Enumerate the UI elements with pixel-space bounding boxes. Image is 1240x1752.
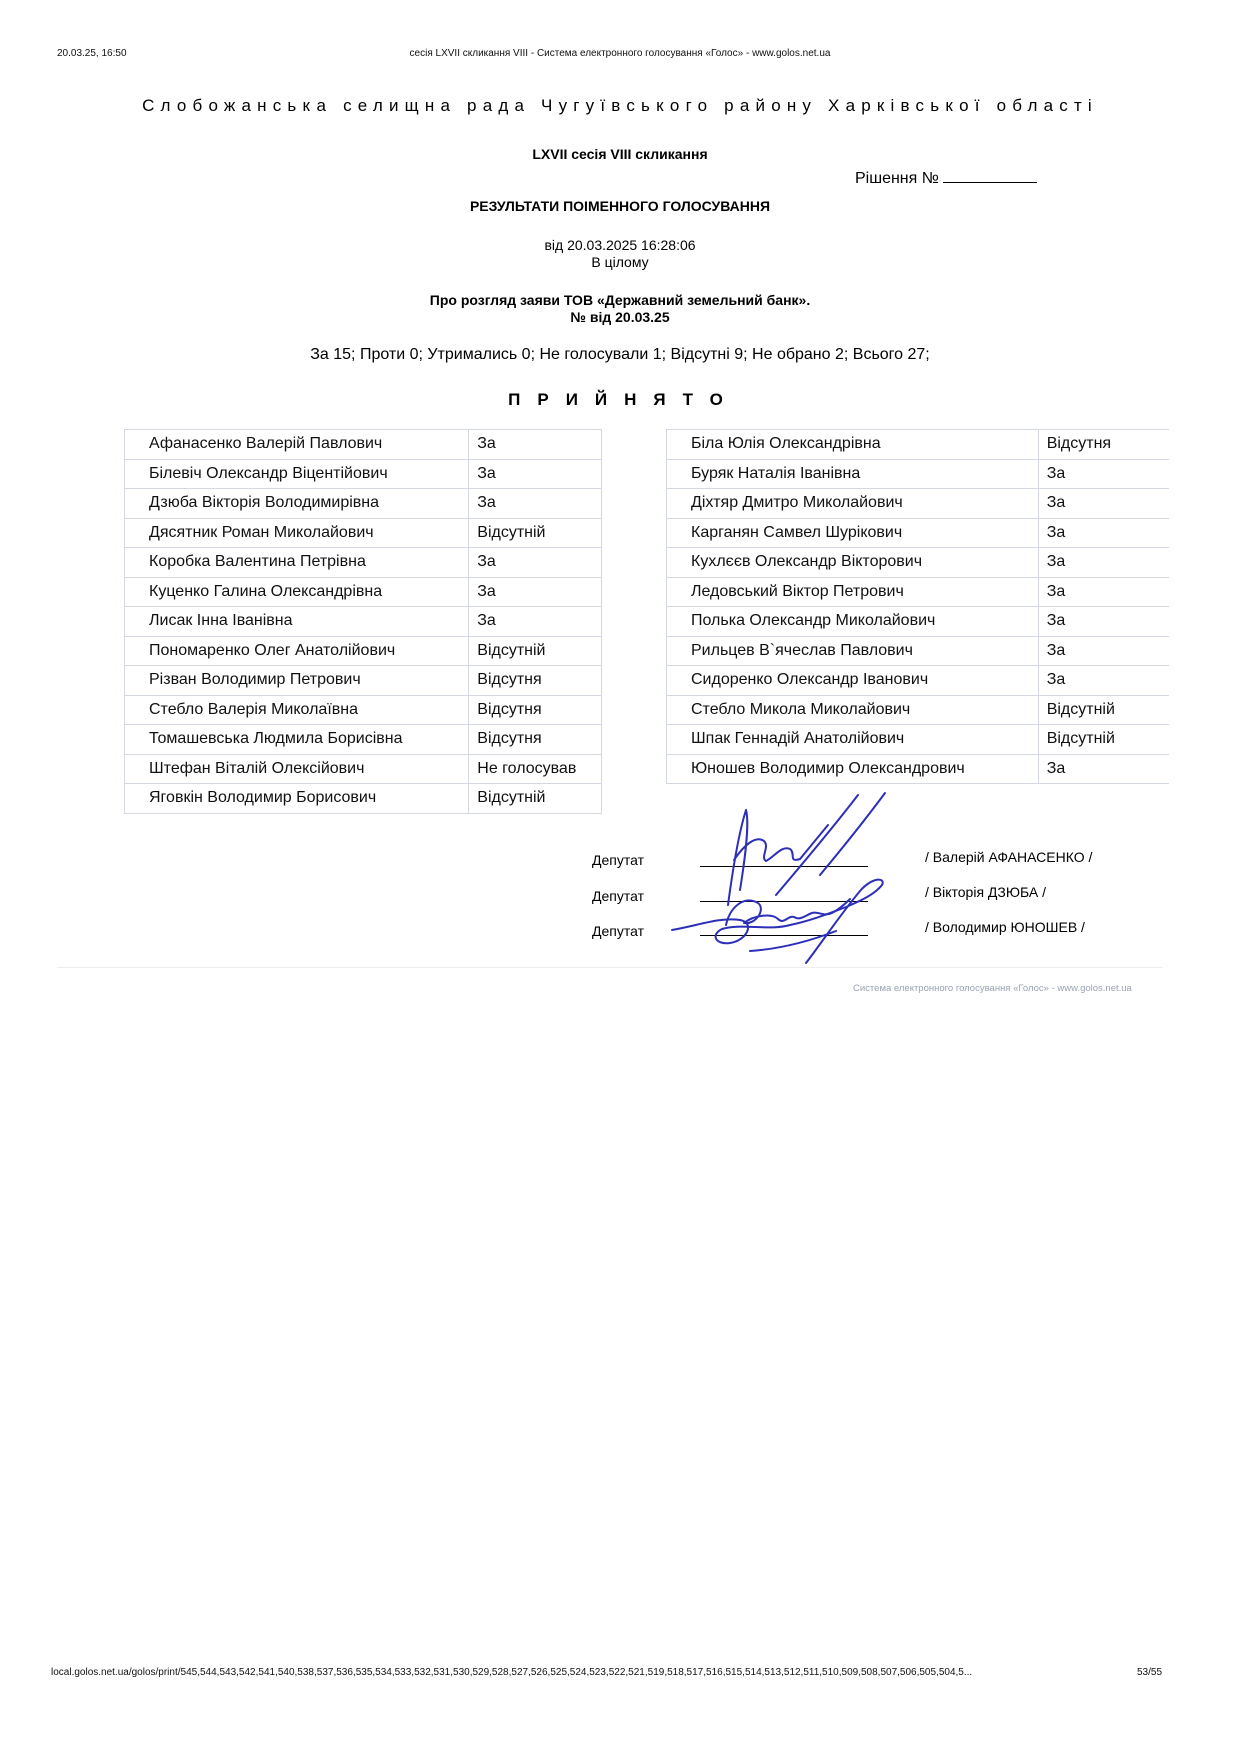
vote-row	[125, 489, 602, 519]
deputy-vote: За	[1038, 489, 1169, 519]
vote-row	[667, 725, 1170, 755]
deputy-name: Буряк Наталія Іванівна	[667, 459, 1039, 489]
subject-line-1: Про розгляд заяви ТОВ «Державний земельний банк».	[429, 292, 811, 308]
vote-row	[667, 459, 1170, 489]
vote-row	[125, 695, 602, 725]
deputy-vote: Відсутній	[469, 636, 602, 666]
vote-row	[667, 695, 1170, 725]
vote-row	[667, 577, 1170, 607]
vote-row	[125, 577, 602, 607]
deputy-name: Сидоренко Олександр Іванович	[667, 666, 1039, 696]
signature-name-2: / Вікторія ДЗЮБА /	[925, 884, 1046, 900]
deputy-vote: За	[1038, 577, 1169, 607]
signature-label-1: Депутат	[592, 852, 644, 868]
deputy-vote: За	[469, 430, 602, 460]
vote-row	[667, 607, 1170, 637]
deputy-vote: Відсутня	[469, 695, 602, 725]
votes-table-right	[666, 429, 1169, 784]
deputy-vote: За	[469, 548, 602, 578]
print-header-title: сесія LXVII скликання VIII - Система електронного голосування «Голос» - www.golos.net.ua	[409, 48, 831, 59]
deputy-name: Шпак Геннадій Анатолійович	[667, 725, 1039, 755]
deputy-name: Біла Юлія Олександрівна	[667, 430, 1039, 460]
deputy-vote: Відсутній	[1038, 725, 1169, 755]
signature-label-3: Депутат	[592, 923, 644, 939]
vote-row	[667, 548, 1170, 578]
deputy-name: Різван Володимир Петрович	[125, 666, 469, 696]
deputy-name: Штефан Віталій Олексійович	[125, 754, 469, 784]
deputy-vote: За	[1038, 518, 1169, 548]
vote-row	[125, 607, 602, 637]
votes-table-left	[124, 429, 602, 814]
results-title: РЕЗУЛЬТАТИ ПОІМЕННОГО ГОЛОСУВАННЯ	[469, 198, 771, 214]
signature-label-2: Депутат	[592, 888, 644, 904]
vote-row	[125, 430, 602, 460]
system-footer: Система електронного голосування «Голос» - www.golos.net.ua	[853, 983, 1132, 994]
vote-row	[667, 430, 1170, 460]
handwritten-signatures	[660, 765, 920, 975]
deputy-name: Стебло Валерія Миколаївна	[125, 695, 469, 725]
deputy-name: Лисак Інна Іванівна	[125, 607, 469, 637]
decision-number	[855, 168, 1037, 188]
deputy-name: Коробка Валентина Петрівна	[125, 548, 469, 578]
deputy-name: Дясятник Роман Миколайович	[125, 518, 469, 548]
vote-date: від 20.03.2025 16:28:06	[544, 237, 696, 253]
decision-status: ПРИЙНЯТО	[508, 390, 740, 409]
deputy-name: Білевіч Олександр Віцентійович	[125, 459, 469, 489]
deputy-vote: За	[1038, 607, 1169, 637]
council-name: Слобожанська селищна рада Чугуївського району Харківської області	[142, 96, 1098, 115]
deputy-name: Пономаренко Олег Анатолійович	[125, 636, 469, 666]
vote-row	[667, 666, 1170, 696]
deputy-name: Ледовський Віктор Петрович	[667, 577, 1039, 607]
deputy-name: Діхтяр Дмитро Миколайович	[667, 489, 1039, 519]
deputy-name: Дзюба Вікторія Володимирівна	[125, 489, 469, 519]
deputy-name: Полька Олександр Миколайович	[667, 607, 1039, 637]
deputy-vote: За	[469, 577, 602, 607]
deputy-vote: За	[1038, 548, 1169, 578]
deputy-vote: За	[469, 459, 602, 489]
vote-row	[125, 518, 602, 548]
decision-blank	[943, 168, 1037, 183]
vote-summary: За 15; Проти 0; Утримались 0; Не голосували 1; Відсутні 9; Не обрано 2; Всього 27;	[310, 346, 930, 363]
deputy-vote: За	[1038, 666, 1169, 696]
print-url: local.golos.net.ua/golos/print/545,544,543,542,541,540,538,537,536,535,534,533,532,531,530,529,528,527,526,525,524,523,522,521,519,518,517,516,515,514,513,512,511,510,509,508,507,506,505,504,5...	[51, 1667, 973, 1678]
deputy-name: Афанасенко Валерій Павлович	[125, 430, 469, 460]
footer-divider	[57, 967, 1163, 968]
deputy-name: Стебло Микола Миколайович	[667, 695, 1039, 725]
subject-line-2: № від 20.03.25	[570, 309, 670, 325]
vote-row	[667, 489, 1170, 519]
vote-row	[125, 636, 602, 666]
deputy-vote: Не голосував	[469, 754, 602, 784]
print-datetime: 20.03.25, 16:50	[57, 48, 127, 59]
deputy-vote: Відсутній	[469, 784, 602, 814]
vote-row	[125, 784, 602, 814]
deputy-vote: За	[1038, 636, 1169, 666]
vote-mode: В цілому	[591, 254, 649, 270]
deputy-vote: За	[469, 489, 602, 519]
decision-label: Рішення №	[855, 170, 939, 187]
session-title: LXVII сесія VIII скликання	[532, 146, 708, 162]
signature-name-3: / Володимир ЮНОШЕВ /	[925, 919, 1085, 935]
deputy-vote: Відсутній	[1038, 695, 1169, 725]
vote-row	[125, 754, 602, 784]
deputy-name: Рильцев В`ячеслав Павлович	[667, 636, 1039, 666]
deputy-name: Томашевська Людмила Борисівна	[125, 725, 469, 755]
vote-row	[125, 459, 602, 489]
deputy-vote: За	[1038, 459, 1169, 489]
deputy-vote: Відсутній	[469, 518, 602, 548]
deputy-name: Яговкін Володимир Борисович	[125, 784, 469, 814]
deputy-vote: Відсутня	[1038, 430, 1169, 460]
deputy-vote: За	[1038, 754, 1169, 784]
deputy-name: Юношев Володимир Олександрович	[667, 754, 1039, 784]
deputy-vote: Відсутня	[469, 666, 602, 696]
signature-name-1: / Валерій АФАНАСЕНКО /	[925, 849, 1093, 865]
vote-row	[667, 636, 1170, 666]
vote-row	[125, 666, 602, 696]
deputy-name: Карганян Самвел Шурікович	[667, 518, 1039, 548]
deputy-vote: Відсутня	[469, 725, 602, 755]
deputy-name: Кухлєєв Олександр Вікторович	[667, 548, 1039, 578]
deputy-name: Куценко Галина Олександрівна	[125, 577, 469, 607]
vote-row	[667, 518, 1170, 548]
deputy-vote: За	[469, 607, 602, 637]
page-number: 53/55	[1137, 1667, 1163, 1678]
vote-row	[125, 725, 602, 755]
vote-row	[125, 548, 602, 578]
